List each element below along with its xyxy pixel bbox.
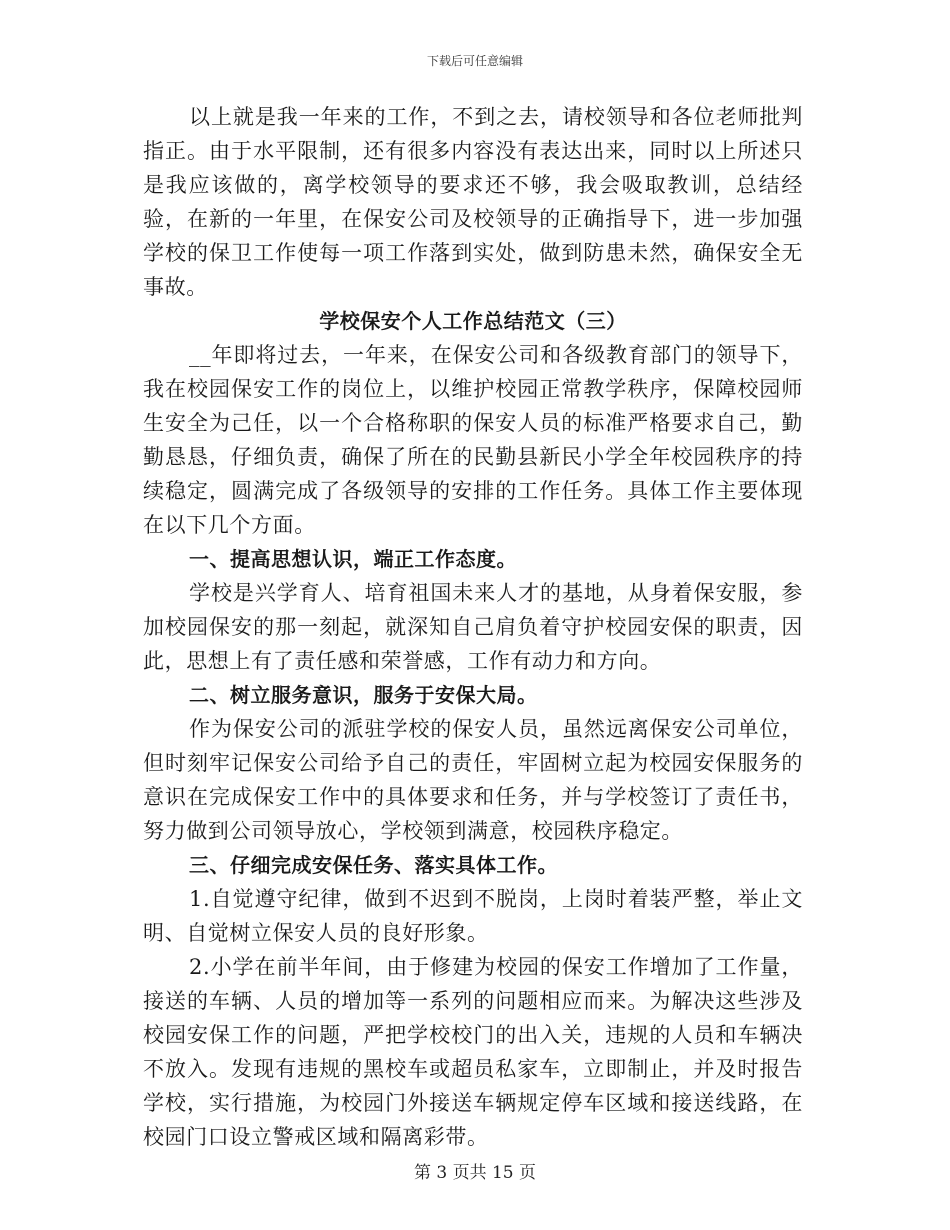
page-footer: 第 3 页共 15 页: [413, 1163, 537, 1183]
paragraph-3-1: 1.自觉遵守纪律，做到不迟到不脱岗，上岗时着装严整，举止文明、自觉树立保安人员的良好形象。: [143, 887, 803, 945]
paragraph-closing: 以上就是我一年来的工作，不到之去，请校领导和各位老师批判指正。由于水平限制，还有很多内容没有表达出来，同时以上所述只是我应该做的，离学校领导的要求还不够，我会吸取教训，总结经验，在新的一年里，在保安公司及校领导的正确指导下，进一步加强学校的保卫工作使每一项工作落到实处，做到防患未然，确保安全无事故。: [143, 105, 803, 299]
heading-2: 二、树立服务意识，服务于安保大局。: [189, 683, 538, 707]
paragraph-intro: __年即将过去，一年来，在保安公司和各级教育部门的领导下，我在校园保安工作的岗位上，以维护校园正常教学秩序，保障校园师生安全为己任，以一个合格称职的保安人员的标准严格要求自己，勤勤恳恳，仔细负责，确保了所在的民勤县新民小学全年校园秩序的持续稳定，圆满完成了各级领导的安排的工作任务。具体工作主要体现在以下几个方面。: [143, 343, 803, 537]
paragraph-3-2: 2.小学在前半年间，由于修建为校园的保安工作增加了工作量，接送的车辆、人员的增加等一系列的问题相应而来。为解决这些涉及校园安保工作的问题，严把学校校门的出入关，违规的人员和车辆决不放入。发现有违规的黑校车或超员私家车，立即制止，并及时报告学校，实行措施，为校园门外接送车辆规定停车区域和接送线路，在校园门口设立警戒区域和隔离彩带。: [143, 955, 803, 1149]
paragraph-1: 学校是兴学育人、培育祖国未来人才的基地，从身着保安服，参加校园保安的那一刻起，就深知自己肩负着守护校园安保的职责，因此，思想上有了责任感和荣誉感，工作有动力和方向。: [143, 581, 803, 673]
paragraph-2: 作为保安公司的派驻学校的保安人员，虽然远离保安公司单位，但时刻牢记保安公司给予自己的责任，牢固树立起为校园安保服务的意识在完成保安工作中的具体要求和任务，并与学校签订了责任书，努力做到公司领导放心，学校领到满意，校园秩序稳定。: [143, 717, 803, 843]
page-header: 下载后可任意编辑: [426, 54, 523, 68]
section-title: 学校保安个人工作总结范文（三）: [319, 309, 627, 333]
heading-3: 三、仔细完成安保任务、落实具体工作。: [189, 853, 558, 877]
document-body: [143, 100, 803, 1154]
heading-1: 一、提高思想认识，端正工作态度。: [189, 547, 517, 571]
